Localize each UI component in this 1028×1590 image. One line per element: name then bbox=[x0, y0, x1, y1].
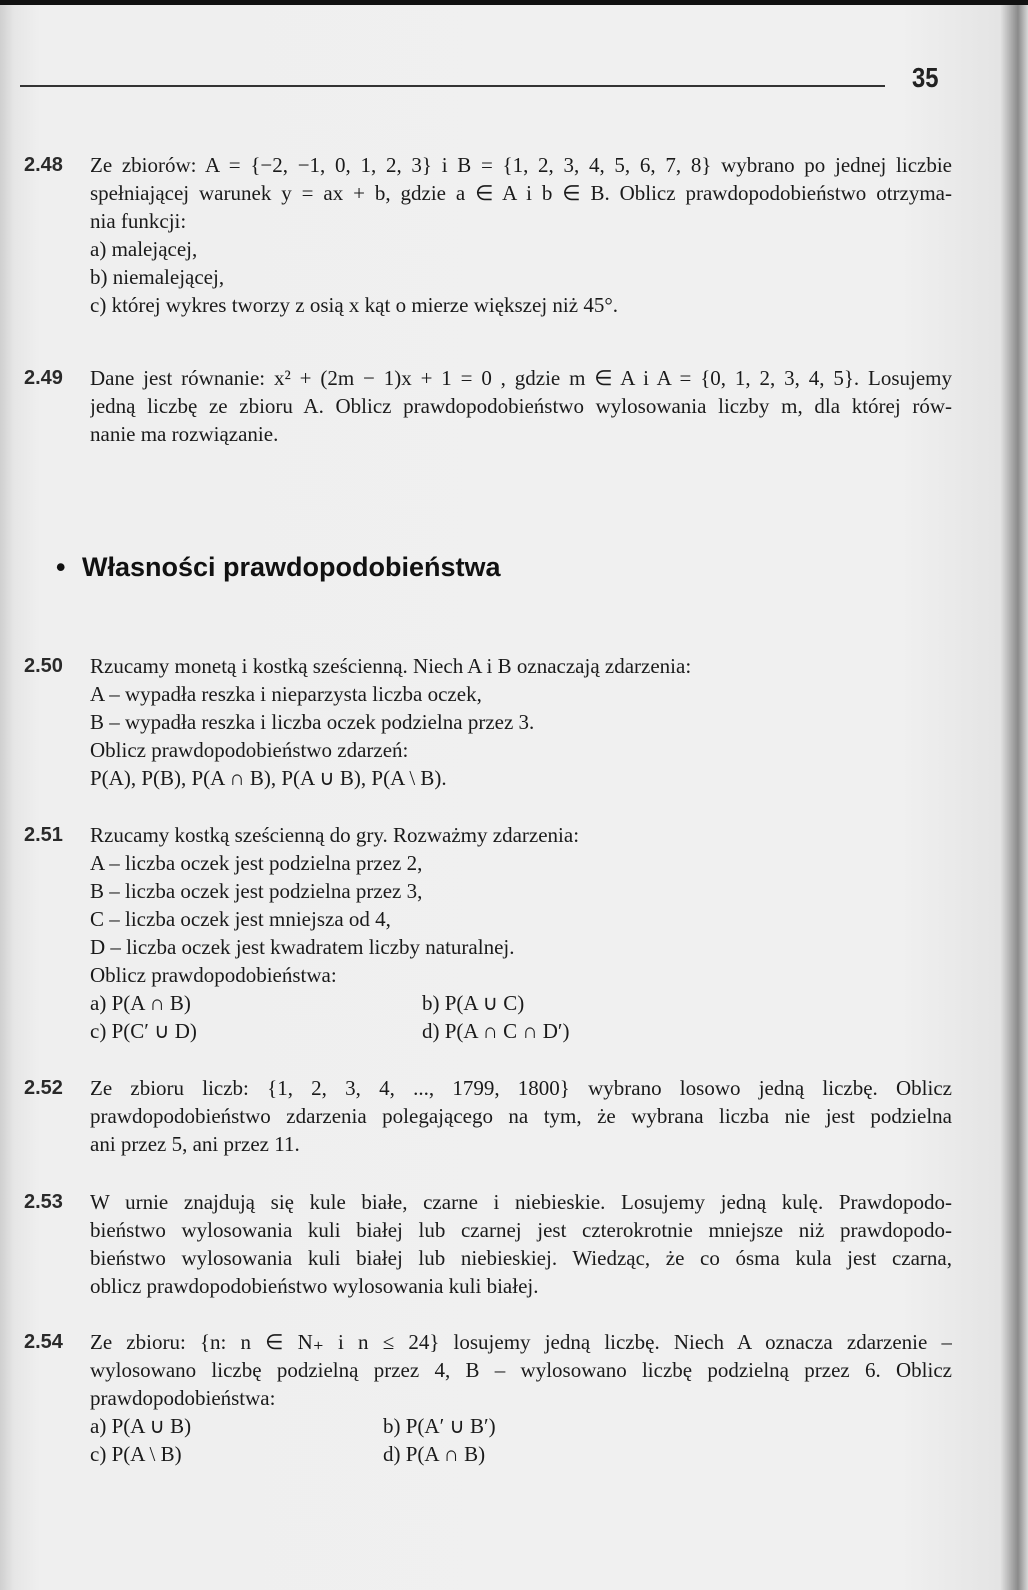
problem-option: c) P(A \ B) bbox=[90, 1442, 182, 1466]
problem-text-line: Dane jest równanie: x² + (2m − 1)x + 1 = 0 , gdzie m ∈ A i A = {0, 1, 2, 3, 4, 5}. Losujemy bbox=[90, 366, 952, 390]
problem-option: d) P(A ∩ B) bbox=[383, 1442, 486, 1466]
page-number: 35 bbox=[912, 62, 939, 93]
problem-number: 2.52 bbox=[24, 1077, 63, 1099]
scan-top-edge bbox=[0, 0, 1028, 5]
problem-text-line: Oblicz prawdopodobieństwa: bbox=[90, 963, 337, 987]
problem-text-line: wylosowano liczbę podzielną przez 4, B – wylosowano liczbę podzielną przez 6. Oblicz bbox=[90, 1358, 952, 1382]
problem-number: 2.49 bbox=[24, 367, 63, 389]
problem-number: 2.54 bbox=[24, 1331, 63, 1353]
problem-option: b) P(A′ ∪ B′) bbox=[383, 1414, 496, 1438]
problem-text-line: bieństwo wylosowania kuli białej lub czarnej jest czterokrotnie mniejsze niż prawdopodo- bbox=[90, 1218, 952, 1242]
problem-text-line: D – liczba oczek jest kwadratem liczby naturalnej. bbox=[90, 935, 515, 959]
problem-text-line: Rzucamy monetą i kostką sześcienną. Niech A i B oznaczają zdarzenia: bbox=[90, 654, 692, 678]
problem-text-line: nia funkcji: bbox=[90, 209, 187, 233]
problem-text-line: nanie ma rozwiązanie. bbox=[90, 422, 279, 446]
section-title: Własności prawdopodobieństwa bbox=[82, 552, 501, 582]
problem-text-line: B – liczba oczek jest podzielna przez 3, bbox=[90, 879, 423, 903]
problem-text-line: A – liczba oczek jest podzielna przez 2, bbox=[90, 851, 423, 875]
problem-text-line: Rzucamy kostką sześcienną do gry. Rozważmy zdarzenia: bbox=[90, 823, 580, 847]
section-heading bbox=[56, 552, 501, 583]
problem-text-line: C – liczba oczek jest mniejsza od 4, bbox=[90, 907, 391, 931]
problem-option: a) P(A ∪ B) bbox=[90, 1414, 192, 1438]
problem-number: 2.53 bbox=[24, 1191, 63, 1213]
problem-text-line: c) której wykres tworzy z osią x kąt o mierze większej niż 45°. bbox=[90, 293, 618, 317]
problem-text-line: Ze zbioru: {n: n ∈ N₊ i n ≤ 24} losujemy jedną liczbę. Niech A oznacza zdarzenie – bbox=[90, 1330, 952, 1354]
problem-text-line: W urnie znajdują się kule białe, czarne i niebieskie. Losujemy jedną kulę. Prawdopodo- bbox=[90, 1190, 952, 1214]
problem-option: a) P(A ∩ B) bbox=[90, 991, 191, 1015]
header-rule bbox=[20, 85, 885, 87]
problem-number: 2.48 bbox=[24, 154, 63, 176]
problem-number: 2.50 bbox=[24, 655, 63, 677]
problem-text-line: jedną liczbę ze zbioru A. Oblicz prawdopodobieństwo wylosowania liczby m, dla której rów- bbox=[90, 394, 952, 418]
problem-text-line: Ze zbiorów: A = {−2, −1, 0, 1, 2, 3} i B = {1, 2, 3, 4, 5, 6, 7, 8} wybrano po jednej liczbie bbox=[90, 153, 952, 177]
problem-text-line: b) niemalejącej, bbox=[90, 265, 225, 289]
problem-text-line: Oblicz prawdopodobieństwo zdarzeń: bbox=[90, 738, 409, 762]
problem-text-line: P(A), P(B), P(A ∩ B), P(A ∪ B), P(A \ B). bbox=[90, 766, 447, 790]
problem-text-line: B – wypadła reszka i liczba oczek podzielna przez 3. bbox=[90, 710, 535, 734]
problem-text-line: A – wypadła reszka i nieparzysta liczba oczek, bbox=[90, 682, 482, 706]
bullet-icon: • bbox=[56, 552, 66, 582]
problem-text-line: spełniającej warunek y = ax + b, gdzie a ∈ A i b ∈ B. Oblicz prawdopodobieństwo otrzyma- bbox=[90, 181, 952, 205]
problem-text-line: bieństwo wylosowania kuli białej lub niebieskiej. Wiedząc, że co ósma kula jest czarna, bbox=[90, 1246, 952, 1270]
problem-option: c) P(C′ ∪ D) bbox=[90, 1019, 197, 1043]
problem-option: d) P(A ∩ C ∩ D′) bbox=[422, 1019, 570, 1043]
problem-option: b) P(A ∪ C) bbox=[422, 991, 525, 1015]
problem-text-line: oblicz prawdopodobieństwo wylosowania kuli białej. bbox=[90, 1274, 539, 1298]
problem-text-line: Ze zbioru liczb: {1, 2, 3, 4, ..., 1799, 1800} wybrano losowo jedną liczbę. Oblicz bbox=[90, 1076, 952, 1100]
problem-text-line: prawdopodobieństwo zdarzenia polegającego na tym, że wybrana liczba nie jest podzielna bbox=[90, 1104, 952, 1128]
problem-text-line: a) malejącej, bbox=[90, 237, 198, 261]
problem-number: 2.51 bbox=[24, 824, 63, 846]
problem-text-line: prawdopodobieństwa: bbox=[90, 1386, 276, 1410]
problem-text-line: ani przez 5, ani przez 11. bbox=[90, 1132, 300, 1156]
